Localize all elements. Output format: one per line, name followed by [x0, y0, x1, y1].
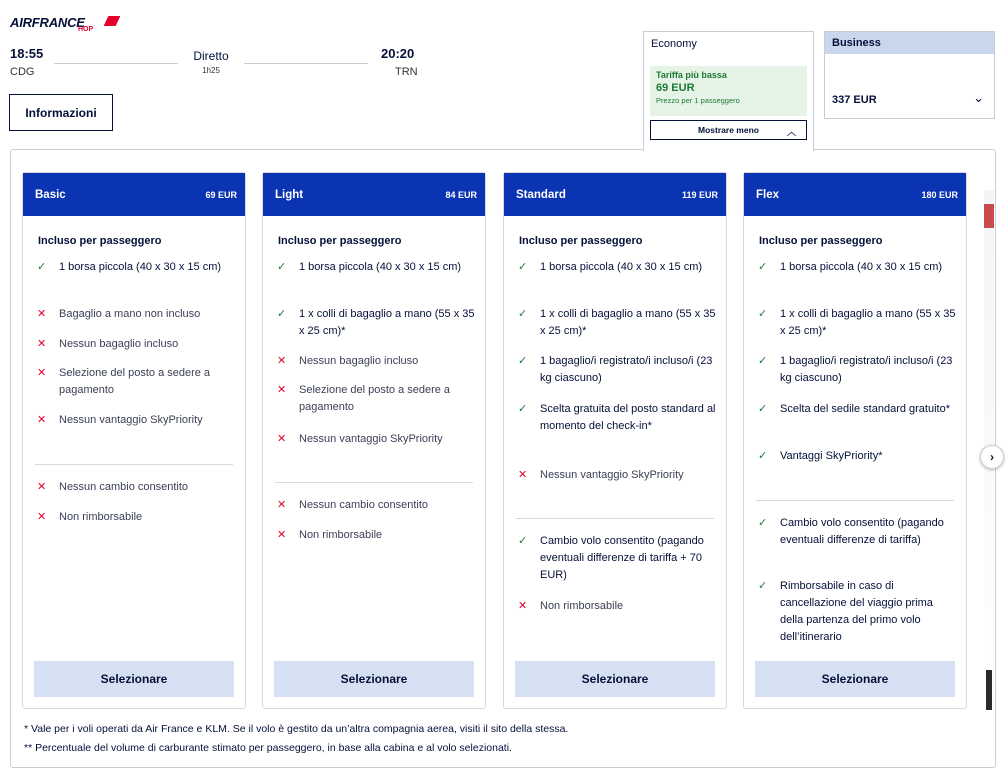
cross-icon: ✕: [518, 469, 528, 481]
fare-feature: [756, 259, 956, 276]
airline-logo: [10, 14, 120, 36]
check-icon: ✓: [518, 261, 528, 273]
fare-feature: [35, 509, 235, 526]
check-icon: ✓: [758, 580, 768, 592]
fare-feature-text: Cambio volo consentito (pagando eventuali differenze di tariffa): [780, 517, 944, 546]
fare-feature-text: 1 x colli di bagaglio a mano (55 x 35 x 25 cm)*: [540, 308, 716, 337]
fare-feature: [35, 479, 235, 496]
chevron-right-icon: ›: [990, 450, 994, 464]
fare-feature-text: 1 borsa piccola (40 x 30 x 15 cm): [59, 261, 222, 273]
fare-price: 180 EUR: [921, 189, 958, 200]
fare-feature-text: Nessun cambio consentito: [59, 481, 189, 493]
fare-card-header: [263, 173, 485, 216]
fare-feature: [756, 306, 956, 340]
cross-icon: ✕: [277, 499, 287, 511]
check-icon: ✓: [758, 403, 768, 415]
fare-feature: [275, 382, 475, 416]
cross-icon: ✕: [37, 338, 47, 350]
fare-feature-text: Non rimborsabile: [540, 600, 624, 612]
check-icon: ✓: [37, 261, 47, 273]
fare-feature: [516, 353, 716, 387]
fare-feature-text: Nessun bagaglio incluso: [299, 355, 419, 367]
fare-price: 69 EUR: [205, 189, 237, 200]
fare-feature-text: 1 borsa piccola (40 x 30 x 15 cm): [780, 261, 943, 273]
fare-feature-text: Cambio volo consentito (pagando eventuali differenze di tariffa + 70 EUR): [540, 535, 704, 581]
arrival-airport: TRN: [395, 66, 418, 78]
fare-feature: [756, 448, 956, 465]
fare-feature: [516, 467, 716, 484]
included-heading: Incluso per passeggero: [278, 235, 402, 247]
select-light-button[interactable]: Selezionare: [274, 661, 474, 697]
fare-feature-text: Scelta del sedile standard gratuito*: [780, 403, 950, 415]
check-icon: ✓: [758, 450, 768, 462]
fare-feature-text: Selezione del posto a sedere a pagamento: [299, 384, 451, 413]
fare-feature: [516, 259, 716, 276]
fare-feature: [35, 365, 235, 399]
cross-icon: ✕: [518, 600, 528, 612]
footnote-2: ** Percentuale del volume di carburante stimato per passeggero, in base alla cabina e al volo selezionati.: [24, 742, 512, 754]
fare-feature-text: Vantaggi SkyPriority*: [780, 450, 883, 462]
show-less-button[interactable]: [650, 120, 807, 140]
fare-feature-text: Nessun vantaggio SkyPriority: [540, 469, 684, 481]
cross-icon: ✕: [277, 433, 287, 445]
fare-feature-text: Non rimborsabile: [299, 529, 383, 541]
cross-icon: ✕: [37, 481, 47, 493]
fare-feature: [516, 598, 716, 615]
cross-icon: ✕: [37, 414, 47, 426]
cross-icon: ✕: [37, 511, 47, 523]
route-line-right: [244, 63, 368, 64]
check-icon: ✓: [758, 261, 768, 273]
info-button[interactable]: Informazioni: [9, 94, 113, 131]
fare-card-standard: [503, 172, 727, 709]
fare-feature: [35, 412, 235, 429]
fare-feature-text: Nessun vantaggio SkyPriority: [59, 414, 203, 426]
check-icon: ✓: [758, 517, 768, 529]
fare-feature-text: Nessun vantaggio SkyPriority: [299, 433, 443, 445]
fare-divider: [756, 500, 954, 501]
check-icon: ✓: [758, 355, 768, 367]
lowest-fare-price: 69 EUR: [656, 82, 695, 94]
airline-logo-text: AIRFRANCE: [10, 15, 85, 30]
check-icon: ✓: [518, 403, 528, 415]
fare-price: 119 EUR: [681, 189, 718, 200]
select-standard-button[interactable]: Selezionare: [515, 661, 715, 697]
fare-feature: [516, 401, 716, 435]
fare-card-header: [504, 173, 726, 216]
fare-feature-text: 1 borsa piccola (40 x 30 x 15 cm): [540, 261, 703, 273]
fare-feature: [756, 353, 956, 387]
fare-feature: [35, 259, 235, 276]
cross-icon: ✕: [37, 308, 47, 320]
fare-card-flex: [743, 172, 967, 709]
price-per-passenger: Prezzo per 1 passeggero: [656, 96, 740, 105]
cabin-business-tab[interactable]: [824, 31, 995, 119]
route-line-left: [54, 63, 178, 64]
fare-feature: [275, 497, 475, 514]
cross-icon: ✕: [277, 355, 287, 367]
fare-name: Basic: [35, 188, 66, 201]
footnote-1: * Vale per i voli operati da Air France e KLM. Se il volo è gestito da un’altra compagnia aerea, visiti il sito della stessa.: [24, 723, 569, 735]
chevron-down-icon[interactable]: ⌄: [973, 90, 984, 105]
fare-feature-text: 1 borsa piccola (40 x 30 x 15 cm): [299, 261, 462, 273]
select-basic-button[interactable]: Selezionare: [34, 661, 234, 697]
flight-duration: 1h25: [202, 66, 220, 75]
fare-divider: [35, 464, 233, 465]
fare-feature: [516, 306, 716, 340]
fare-feature-text: Selezione del posto a sedere a pagamento: [59, 367, 211, 396]
included-heading: Incluso per passeggero: [759, 235, 883, 247]
fare-feature: [275, 306, 475, 340]
lowest-fare-box: [650, 66, 807, 116]
logo-stripe-icon: [104, 16, 121, 26]
fare-feature: [275, 353, 475, 370]
departure-time: 18:55: [10, 46, 44, 61]
fare-card-header: [744, 173, 966, 216]
fare-feature: [275, 431, 475, 448]
fare-feature-text: 1 bagaglio/i registrato/i incluso/i (23 kg ciascuno): [780, 355, 953, 384]
fare-card-header: [23, 173, 245, 216]
departure-airport: CDG: [10, 66, 35, 78]
select-flex-button[interactable]: Selezionare: [755, 661, 955, 697]
check-icon: ✓: [277, 261, 287, 273]
cross-icon: ✕: [277, 529, 287, 541]
fare-card-basic: [22, 172, 246, 709]
fare-feature: [35, 306, 235, 323]
check-icon: ✓: [518, 535, 528, 547]
fare-feature-text: 1 bagaglio/i registrato/i incluso/i (23 kg ciascuno): [540, 355, 713, 384]
included-heading: Incluso per passeggero: [519, 235, 643, 247]
fare-name: Light: [275, 188, 304, 201]
show-less-label: Mostrare meno: [698, 125, 759, 135]
check-icon: ✓: [518, 308, 528, 320]
fare-feature-text: Non rimborsabile: [59, 511, 143, 523]
check-icon: ✓: [277, 308, 287, 320]
included-heading: Incluso per passeggero: [38, 235, 162, 247]
fare-card-light: [262, 172, 486, 709]
fare-feature-text: Nessun cambio consentito: [299, 499, 429, 511]
fare-feature-text: Rimborsabile in caso di cancellazione del viaggio prima della partenza del primo volo dell’itinerario: [780, 580, 933, 643]
fare-feature: [35, 336, 235, 353]
cross-icon: ✕: [277, 384, 287, 396]
airline-logo-sub: HOP: [78, 26, 94, 33]
cabin-economy-tab[interactable]: [643, 31, 814, 151]
check-icon: ✓: [758, 308, 768, 320]
fare-feature: [756, 401, 956, 418]
chevron-up-icon: ︿: [786, 127, 796, 137]
fare-price: 84 EUR: [445, 189, 477, 200]
fare-name: Flex: [756, 188, 780, 201]
cabin-business-price: 337 EUR: [832, 94, 877, 106]
fare-feature-text: Scelta gratuita del posto standard al momento del check-in*: [540, 403, 716, 432]
direct-label: Diretto: [193, 49, 229, 63]
fare-feature-text: 1 x colli di bagaglio a mano (55 x 35 x 25 cm)*: [780, 308, 956, 337]
fare-divider: [516, 518, 714, 519]
fare-feature: [275, 527, 475, 544]
fare-feature-text: Bagaglio a mano non incluso: [59, 308, 201, 320]
fare-feature-text: 1 x colli di bagaglio a mano (55 x 35 x 25 cm)*: [299, 308, 475, 337]
fare-feature: [516, 533, 716, 584]
fare-feature-text: Nessun bagaglio incluso: [59, 338, 179, 350]
fare-feature: [275, 259, 475, 276]
fare-feature: [756, 578, 956, 646]
fare-divider: [275, 482, 473, 483]
check-icon: ✓: [518, 355, 528, 367]
fare-feature: [756, 515, 956, 549]
fare-name: Standard: [516, 188, 566, 201]
cross-icon: ✕: [37, 367, 47, 379]
lowest-fare-label: Tariffa più bassa: [656, 70, 727, 80]
arrival-time: 20:20: [381, 46, 415, 61]
cabin-business-label: Business: [825, 32, 994, 54]
cabin-economy-label: Economy: [651, 38, 697, 50]
next-fares-button[interactable]: [980, 445, 1004, 469]
